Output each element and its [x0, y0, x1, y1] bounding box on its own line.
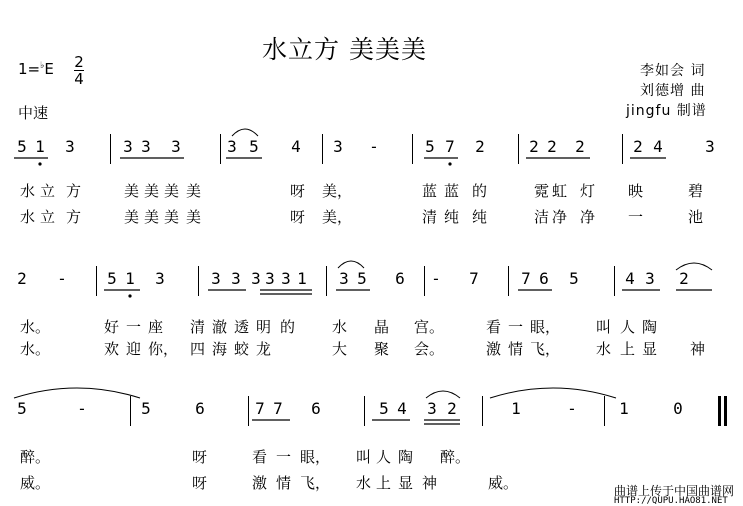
lyric-char: 洁 [534, 208, 550, 226]
note: 3 [705, 137, 715, 156]
note: 5 [357, 269, 367, 288]
lyric-char: 人 [376, 448, 392, 466]
lyric-char: 看 [486, 318, 502, 336]
lyric-char: 大 [332, 340, 348, 358]
tempo-marking: 中速 [18, 104, 49, 122]
lyric-char: 座 [148, 318, 164, 336]
lyric-char: 立 [40, 208, 56, 226]
lyric-char: 美， [322, 208, 353, 226]
lyric-char: 呀 [290, 182, 306, 200]
watermark-url: HTTP://QUPU.HAO81.NET [614, 496, 728, 506]
lyric-char: 激 [486, 340, 502, 358]
note: 3 [427, 399, 437, 418]
octave-dot [448, 162, 451, 165]
lyric-char: 水 [20, 182, 36, 200]
lyric-char: 迎 [126, 340, 142, 358]
note: 4 [625, 269, 635, 288]
note: 3 [65, 137, 75, 156]
lyric-char: 显 [398, 474, 414, 492]
note: 5 [17, 137, 27, 156]
note: 1 [125, 269, 135, 288]
lyric-char: 方 [66, 182, 82, 200]
note: - [57, 269, 67, 288]
note: 3 [645, 269, 655, 288]
lyric-char: 立 [40, 182, 56, 200]
lyric-char: 晶 [374, 318, 390, 336]
lyric-char: 看 [252, 448, 268, 466]
lyric-char: 蓝 [444, 182, 460, 200]
lyric-char: 一 [276, 448, 292, 466]
lyric-char: 蓝 [422, 182, 438, 200]
lyric-char: 净 [552, 208, 568, 226]
watermark-text: 曲谱上传于中国曲谱网 [614, 484, 735, 498]
lyric-char: 纯 [472, 208, 488, 226]
lyric-char: 神 [422, 474, 438, 492]
note: 1 [619, 399, 629, 418]
octave-dot [128, 294, 131, 297]
lyric-char: 碧 [688, 182, 704, 200]
lyric-char: 方 [66, 208, 82, 226]
lyric-char: 威。 [488, 474, 519, 492]
note: 5 [141, 399, 151, 418]
key-note: E [44, 60, 54, 78]
note: 2 [17, 269, 27, 288]
lyric-char: 水 [20, 208, 36, 226]
lyric-char: 激 [252, 474, 268, 492]
note: 2 [633, 137, 643, 156]
tie-arc [676, 263, 712, 270]
lyric-char: 水 [596, 340, 612, 358]
lyric-char: 一 [628, 208, 644, 226]
time-top: 2 [74, 53, 84, 71]
lyric-char: 眼， [530, 318, 561, 336]
note: 7 [469, 269, 479, 288]
note: 3 [123, 137, 133, 156]
lyric-char: 一 [508, 318, 524, 336]
note: 5 [425, 137, 435, 156]
tie-arc [426, 391, 460, 398]
song-title: 水立方 美美美 [262, 35, 427, 64]
lyric-char: 叫 [596, 318, 612, 336]
lyric-char: 呀 [290, 208, 306, 226]
note: 2 [575, 137, 585, 156]
note: 5 [379, 399, 389, 418]
note: - [369, 137, 379, 156]
note: 2 [529, 137, 539, 156]
key-prefix: 1= [18, 60, 41, 78]
tie-arc [232, 129, 258, 136]
note: 1 [511, 399, 521, 418]
note: 3 [141, 137, 151, 156]
lyric-char: 呀 [192, 448, 208, 466]
note: 5 [569, 269, 579, 288]
lyric-char: 美 [186, 208, 202, 226]
lyric-char: 美 [144, 208, 160, 226]
lyric-char: 的 [280, 318, 296, 336]
lyric-char: 美 [186, 182, 202, 200]
lyric-char: 宫。 [414, 318, 445, 336]
lyric-char: 纯 [444, 208, 460, 226]
lyric-char: 飞， [300, 474, 331, 492]
lyric-char: 醉。 [20, 448, 51, 466]
note: 1 [297, 269, 307, 288]
lyric-char: 会。 [414, 340, 445, 358]
lyric-char: 美， [322, 182, 353, 200]
lyric-char: 水。 [20, 340, 51, 358]
lyric-char: 的 [472, 182, 488, 200]
lyric-char: 飞， [530, 340, 561, 358]
note: 6 [195, 399, 205, 418]
lyric-char: 陶 [642, 318, 658, 336]
note: 1 [35, 137, 45, 156]
lyric-char: 美 [124, 208, 140, 226]
lyric-char: 威。 [20, 474, 51, 492]
lyric-char: 显 [642, 340, 658, 358]
note: 5 [107, 269, 117, 288]
lyric-char: 净 [580, 208, 596, 226]
lyric-char: 龙 [256, 340, 272, 358]
lyric-char: 神 [690, 340, 706, 358]
lyric-char: 眼， [300, 448, 331, 466]
lyric-char: 清 [190, 318, 206, 336]
note: 3 [231, 269, 241, 288]
note: 6 [395, 269, 405, 288]
lyric-char: 一 [126, 318, 142, 336]
note: 3 [333, 137, 343, 156]
composer-credit: 刘德增 曲 [640, 83, 706, 99]
lyric-char: 明 [256, 318, 272, 336]
note: 6 [539, 269, 549, 288]
flat-sign: ♭ [40, 61, 45, 71]
lyric-char: 聚 [374, 340, 390, 358]
lyric-char: 水 [356, 474, 372, 492]
note: 3 [265, 269, 275, 288]
note: 4 [291, 137, 301, 156]
lyric-char: 美 [164, 182, 180, 200]
note: 2 [475, 137, 485, 156]
lyric-char: 醉。 [440, 448, 471, 466]
lyric-char: 蛟 [234, 340, 250, 358]
lyric-char: 霓 [534, 182, 550, 200]
lyric-char: 上 [620, 340, 636, 358]
lyric-char: 四 [190, 340, 206, 358]
lyric-char: 情 [276, 474, 292, 492]
slur-arc [14, 388, 140, 398]
lyric-char: 呀 [192, 474, 208, 492]
time-bottom: 4 [74, 70, 84, 88]
note: 4 [653, 137, 663, 156]
note: 6 [311, 399, 321, 418]
lyric-char: 海 [212, 340, 228, 358]
note: 3 [171, 137, 181, 156]
tie-arc [338, 261, 364, 268]
lyric-char: 灯 [580, 182, 596, 200]
note: - [77, 399, 87, 418]
note: 7 [255, 399, 265, 418]
note: - [567, 399, 577, 418]
lyric-char: 清 [422, 208, 438, 226]
lyric-char: 水。 [20, 318, 51, 336]
lyric-char: 欢 [104, 340, 120, 358]
note: 3 [227, 137, 237, 156]
lyric-char: 映 [628, 182, 644, 200]
note: 7 [445, 137, 455, 156]
note: 3 [281, 269, 291, 288]
note: 3 [339, 269, 349, 288]
note: 5 [249, 137, 259, 156]
lyric-char: 美 [124, 182, 140, 200]
lyric-char: 美 [144, 182, 160, 200]
lyric-char: 美 [164, 208, 180, 226]
lyric-char: 上 [376, 474, 392, 492]
note: 7 [521, 269, 531, 288]
note: 3 [155, 269, 165, 288]
lyric-char: 叫 [356, 448, 372, 466]
note: 5 [17, 399, 27, 418]
note: 3 [211, 269, 221, 288]
note: 2 [547, 137, 557, 156]
lyric-char: 人 [620, 318, 636, 336]
lyric-char: 池 [688, 208, 704, 226]
lyricist-credit: 李如会 词 [640, 63, 706, 79]
lyric-char: 虹 [552, 182, 568, 200]
lyric-char: 好 [104, 318, 120, 336]
note: 7 [273, 399, 283, 418]
note: 2 [447, 399, 457, 418]
slur-arc [490, 388, 616, 398]
note: 4 [397, 399, 407, 418]
note: - [431, 269, 441, 288]
lyric-char: 陶 [398, 448, 414, 466]
lyric-char: 水 [332, 318, 348, 336]
lyric-char: 透 [234, 318, 250, 336]
arranger-credit: jingfu 制谱 [626, 103, 707, 119]
note: 2 [679, 269, 689, 288]
note: 0 [673, 399, 683, 418]
lyric-char: 情 [508, 340, 524, 358]
lyric-char: 你， [148, 340, 179, 358]
octave-dot [38, 162, 41, 165]
lyric-char: 澈 [212, 318, 228, 336]
note: 3 [251, 269, 261, 288]
